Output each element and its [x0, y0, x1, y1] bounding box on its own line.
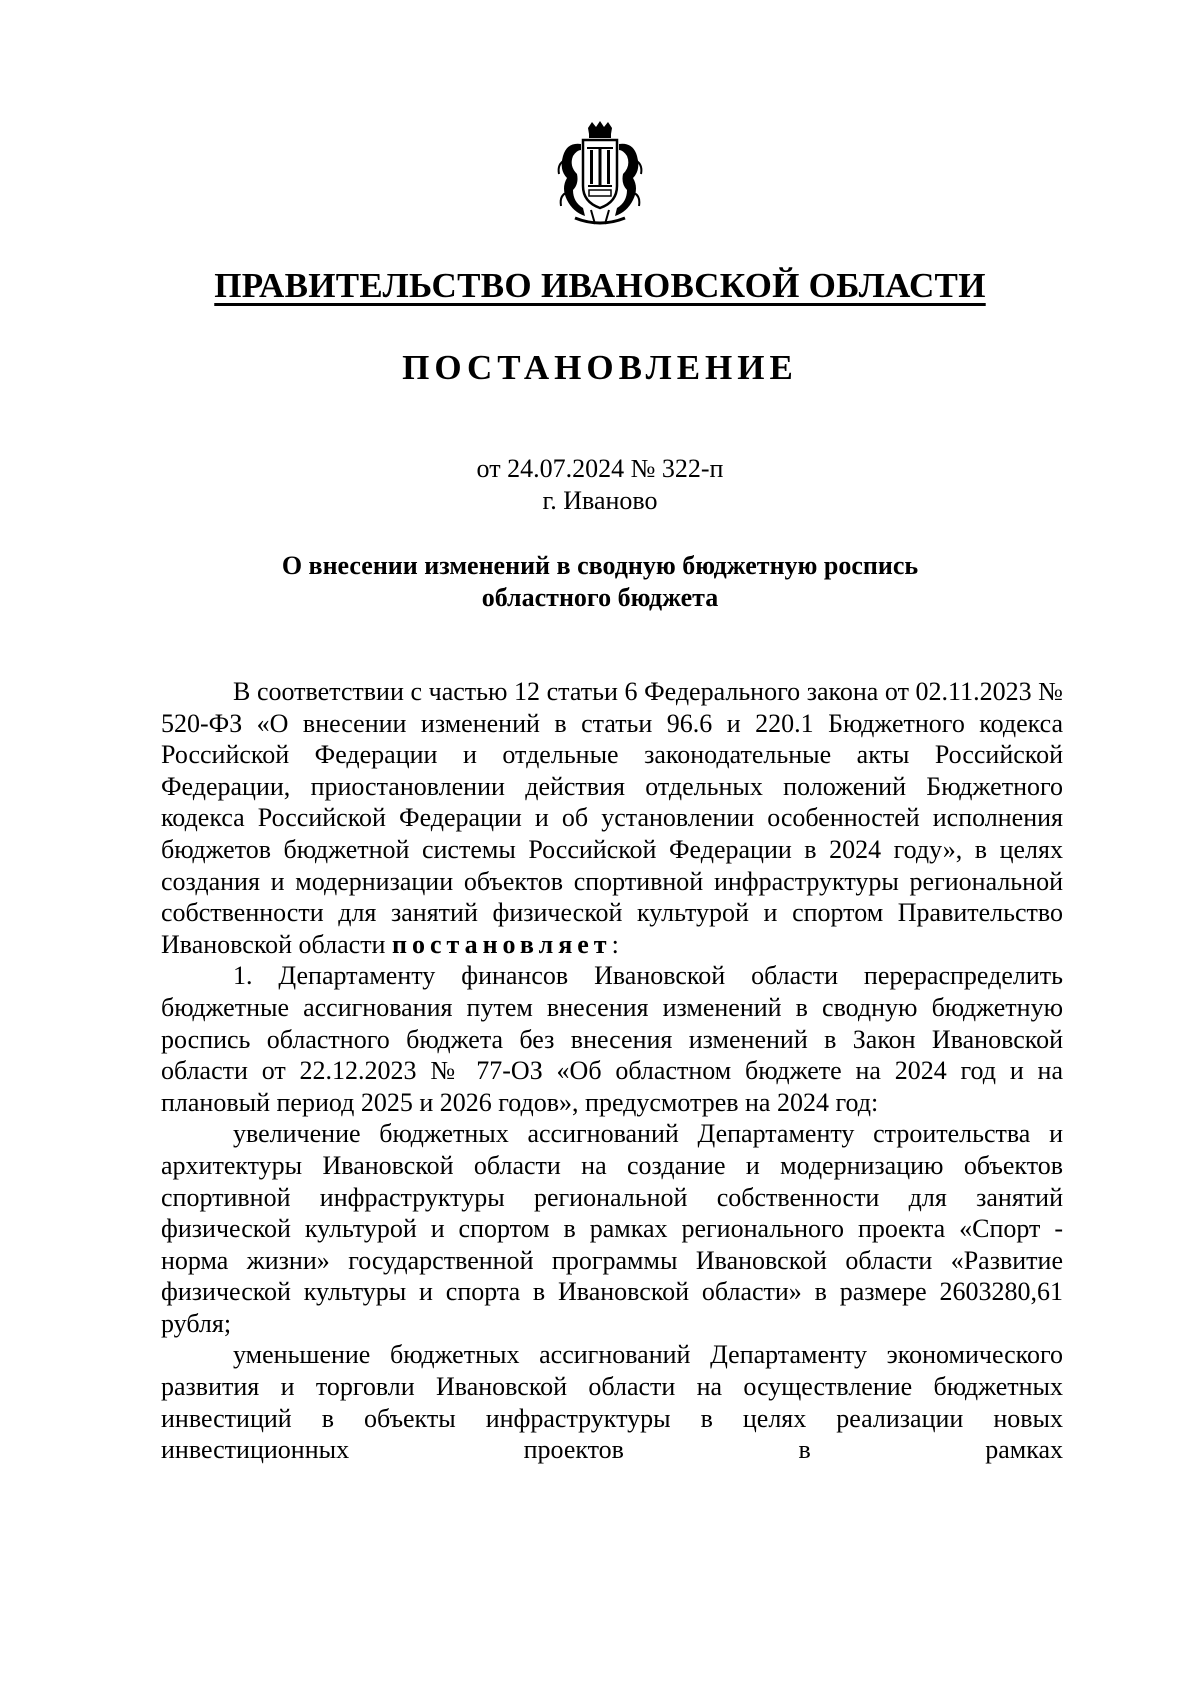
document-body: [161, 676, 1063, 1466]
paragraph-decrease: уменьшение бюджетных ассигнований Департаменту экономического развития и торговли Ивановской области на осуществление бюджетных инвестиций в объекты инфраструктуры в целях реализации новых инвестиционных проектов в рамках: [161, 1340, 1063, 1465]
paragraph-preamble: [161, 676, 1063, 960]
government-title: ПРАВИТЕЛЬСТВО ИВАНОВСКОЙ ОБЛАСТИ: [214, 266, 986, 305]
document-subject-line: О внесении изменений в сводную бюджетную роспись: [281, 551, 919, 580]
resolve-word: постановляет: [391, 929, 612, 959]
document-date-number: от 24.07.2024 № 322-п: [476, 454, 724, 483]
document-meta: [0, 453, 1200, 517]
document-subject-line: областного бюджета: [481, 583, 719, 612]
paragraph-increase: увеличение бюджетных ассигнований Департаменту строительства и архитектуры Ивановской области на создание и модернизацию объектов спортивной инфраструктуры региональной собственности для занятий физической культурой и спортом в рамках регионального проекта «Спорт - норма жизни» государственной программы Ивановской области «Развитие физической культуры и спорта в Ивановской области» в размере 2603280,61 рубля;: [161, 1119, 1063, 1338]
document-city: г. Иваново: [542, 486, 658, 515]
preamble-tail: :: [611, 929, 619, 959]
paragraph-item-1: 1. Департаменту финансов Ивановской области перераспределить бюджетные ассигнования путем внесения изменений в сводную бюджетную роспись областного бюджета без внесения изменений в Закон Ивановской области от 22.12.2023 № 77-ОЗ «Об областном бюджете на 2024 год и на плановый период 2025 и 2026 годов», предусмотрев на 2024 год:: [161, 961, 1063, 1117]
document-type-title: ПОСТАНОВЛЕНИЕ: [402, 348, 798, 387]
coat-of-arms-icon: [555, 120, 645, 230]
preamble-text: В соответствии с частью 12 статьи 6 Федерального закона от 02.11.2023 № 520-ФЗ «О внесении изменений в статьи 96.6 и 220.1 Бюджетного кодекса Российской Федерации и отдельные законодательные акты Российской Федерации, приостановлении действия отдельных положений Бюджетного кодекса Российской Федерации и об установлении особенностей исполнения бюджетов бюджетной системы Российской Федерации в 2024 году», в целях создания и модернизации объектов спортивной инфраструктуры региональной собственности для занятий физической культурой и спортом Правительство Ивановской области: [161, 677, 1063, 959]
document-subject: [0, 550, 1200, 614]
